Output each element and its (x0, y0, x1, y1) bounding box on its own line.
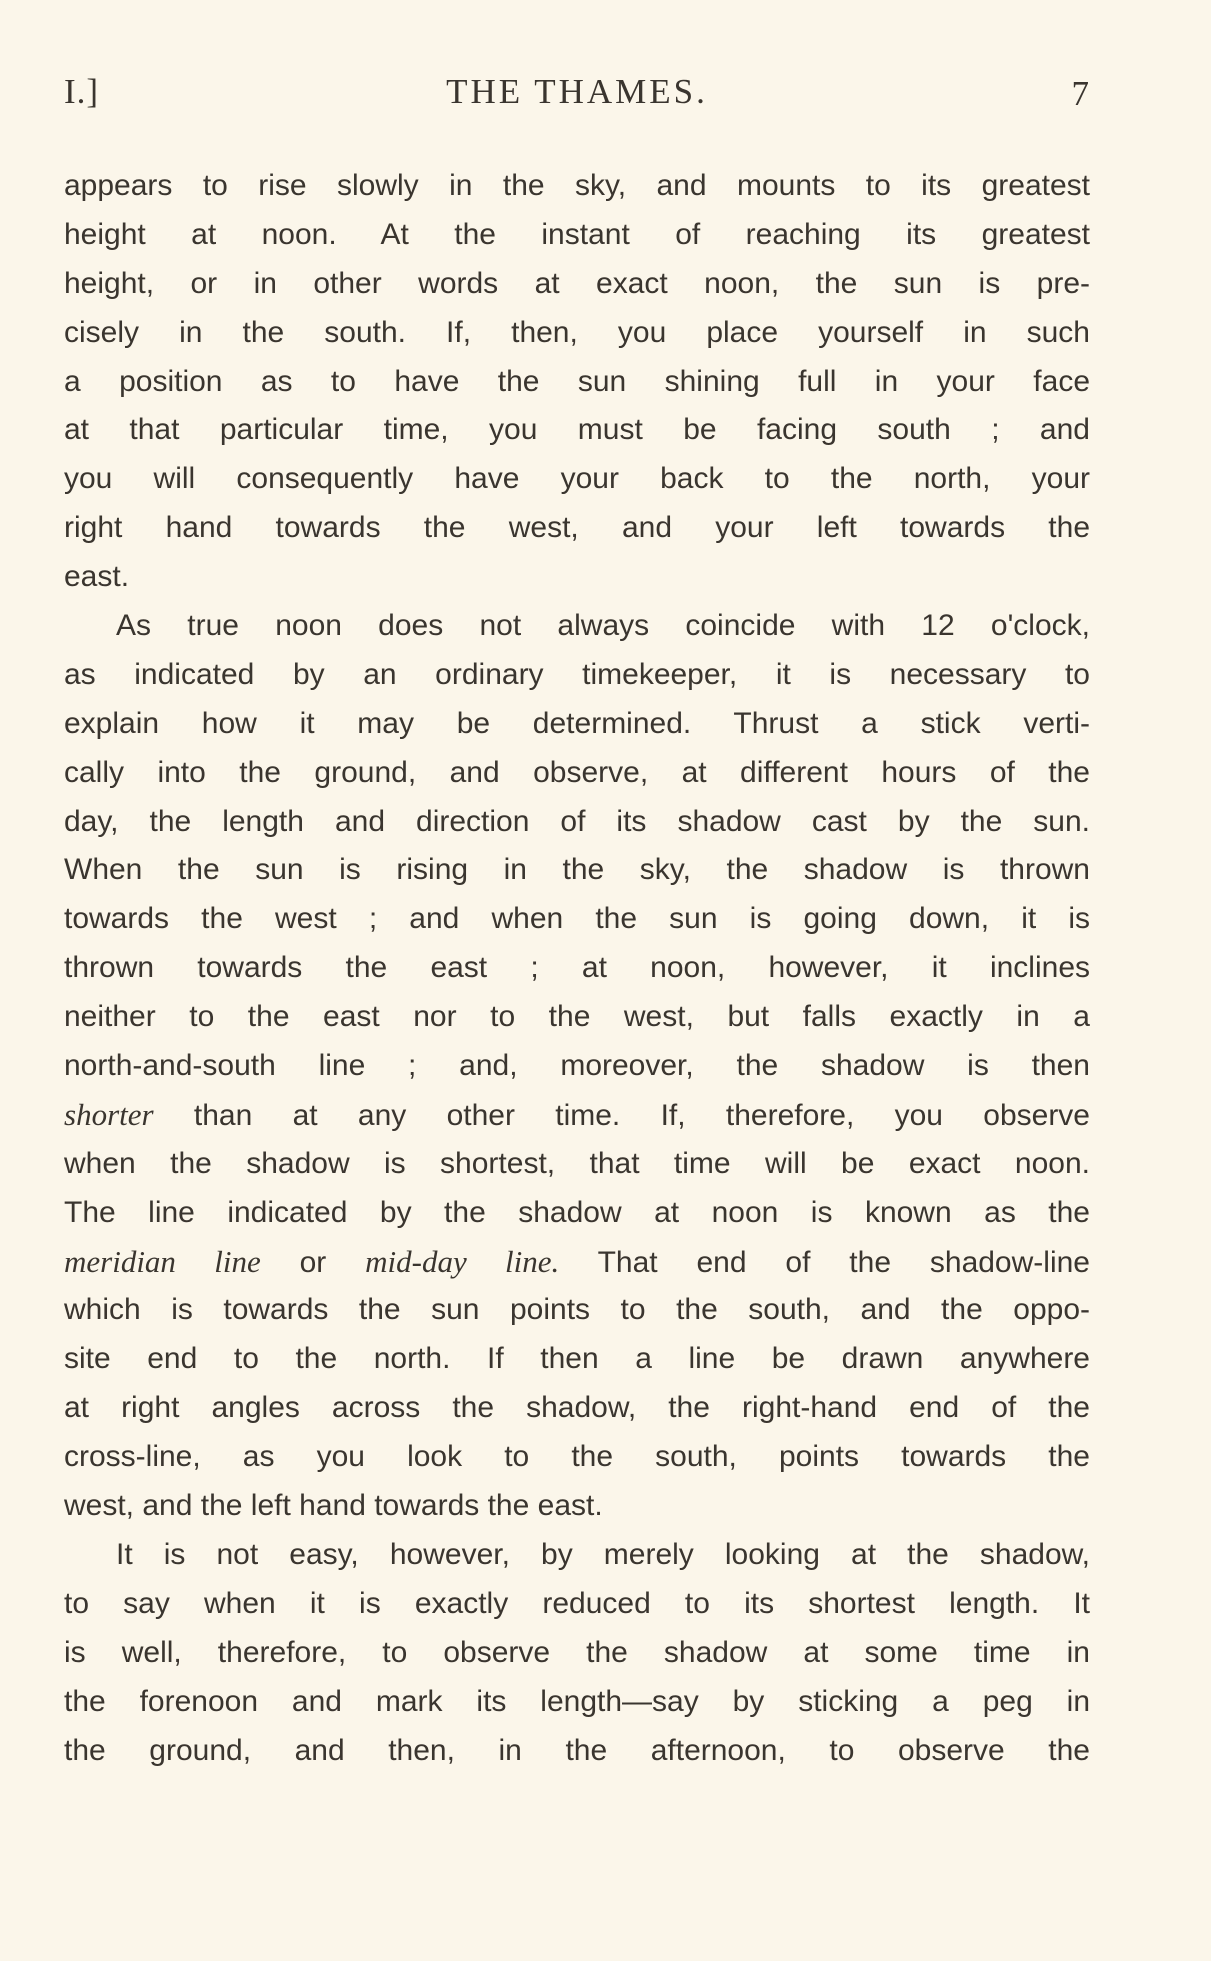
text-line: is well, therefore, to observe the shadow at some time in (64, 1635, 1090, 1669)
text-line: cisely in the south. If, then, you place yourself in such (64, 315, 1090, 349)
text-line: west, and the left hand towards the east. (64, 1489, 603, 1523)
italic-term: mid-day line. (365, 1243, 560, 1279)
text-line: the forenoon and mark its length—say by sticking a peg in (64, 1684, 1090, 1718)
text-line-with-italic (64, 1238, 1090, 1287)
text-line: cross-line, as you look to the south, points towards the (64, 1440, 1090, 1474)
text-line: The line indicated by the shadow at noon is known as the (64, 1195, 1090, 1229)
body-text (64, 162, 1090, 1775)
line-text: than at any other time. If, therefore, you observe (153, 1098, 1090, 1132)
page-number: 7 (1071, 74, 1090, 113)
text-line: When the sun is rising in the sky, the shadow is thrown (64, 853, 1090, 887)
text-line: As true noon does not always coincide with 12 o'clock, (116, 609, 1090, 643)
line-text: or (260, 1245, 366, 1279)
text-line-with-italic (64, 1091, 1090, 1140)
text-line: cally into the ground, and observe, at different hours of the (64, 755, 1090, 789)
italic-term: shorter (64, 1096, 154, 1132)
text-line: height, or in other words at exact noon, the sun is pre- (64, 266, 1090, 300)
text-line: when the shadow is shortest, that time will be exact noon. (64, 1146, 1090, 1180)
text-line: the ground, and then, in the afternoon, to observe the (64, 1733, 1090, 1767)
paragraph-2 (64, 602, 1090, 1531)
text-line: It is not easy, however, by merely looking at the shadow, (116, 1537, 1090, 1571)
text-line: east. (64, 560, 130, 594)
italic-term: meridian line (64, 1243, 261, 1279)
text-line: a position as to have the sun shining full in your face (64, 364, 1090, 398)
text-line: day, the length and direction of its shadow cast by the sun. (64, 804, 1090, 838)
text-line: appears to rise slowly in the sky, and mounts to its greatest (64, 169, 1090, 202)
text-line: to say when it is exactly reduced to its shortest length. It (64, 1586, 1090, 1620)
text-line: height at noon. At the instant of reaching its greatest (64, 217, 1090, 251)
text-line: which is towards the sun points to the south, and the oppo- (64, 1293, 1090, 1327)
text-line: at right angles across the shadow, the right-hand end of the (64, 1391, 1090, 1425)
text-line: as indicated by an ordinary timekeeper, it is necessary to (64, 657, 1090, 691)
running-header (64, 72, 1090, 124)
line-text: That end of the shadow-line (559, 1245, 1090, 1279)
text-line: towards the west ; and when the sun is going down, it is (64, 902, 1090, 936)
text-line: you will consequently have your back to the north, your (64, 462, 1090, 496)
text-line: thrown towards the east ; at noon, however, it inclines (64, 951, 1090, 985)
text-line: at that particular time, you must be facing south ; and (64, 413, 1090, 447)
text-line: north-and-south line ; and, moreover, the shadow is then (64, 1049, 1090, 1083)
paragraph-3 (64, 1531, 1090, 1775)
text-line: explain how it may be determined. Thrust a stick verti- (64, 706, 1090, 740)
chapter-marker: I.] (64, 72, 100, 111)
paragraph-1 (64, 162, 1090, 602)
text-line: site end to the north. If then a line be drawn anywhere (64, 1342, 1090, 1376)
text-line: right hand towards the west, and your left towards the (64, 511, 1090, 545)
page-title: THE THAMES. (446, 72, 708, 111)
text-line: neither to the east nor to the west, but falls exactly in a (64, 1000, 1090, 1034)
